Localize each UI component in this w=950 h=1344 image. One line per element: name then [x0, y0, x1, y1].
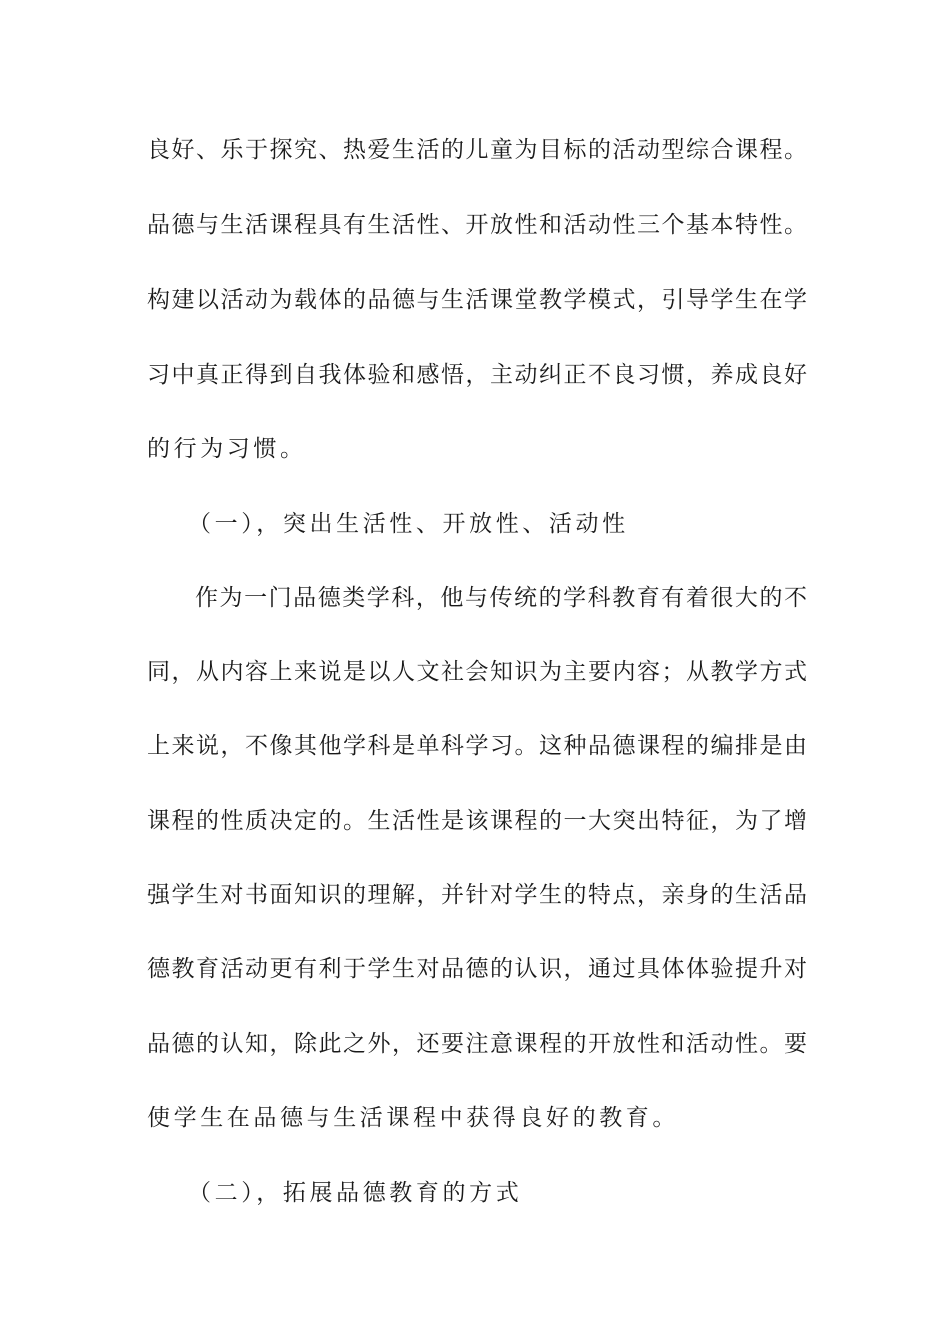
paragraph-line: 品德与生活课程具有生活性、开放性和活动性三个基本特性。 — [147, 212, 807, 238]
paragraph-line: 课程的性质决定的。生活性是该课程的一大突出特征，为了增 — [147, 808, 807, 834]
paragraph-line: 德教育活动更有利于学生对品德的认识，通过具体体验提升对 — [147, 956, 807, 982]
paragraph-line: 上来说，不像其他学科是单科学习。这种品德课程的编排是由 — [147, 733, 807, 759]
paragraph-line: 习中真正得到自我体验和感悟，主动纠正不良习惯，养成良好 — [147, 362, 807, 388]
section-heading-2: （二），拓展品德教育的方式 — [188, 1180, 523, 1206]
paragraph-line: 强学生对书面知识的理解，并针对学生的特点，亲身的生活品 — [147, 882, 807, 908]
paragraph-line: 使学生在品德与生活课程中获得良好的教育。 — [147, 1105, 679, 1131]
section-heading-1: （一），突出生活性、开放性、活动性 — [188, 511, 629, 537]
paragraph-line: 构建以活动为载体的品德与生活课堂教学模式，引导学生在学 — [147, 287, 807, 313]
paragraph-line: 的行为习惯。 — [147, 436, 307, 462]
paragraph-line: 作为一门品德类学科，他与传统的学科教育有着很大的不 — [195, 585, 807, 611]
paragraph-line: 品德的认知，除此之外，还要注意课程的开放性和活动性。要 — [147, 1031, 807, 1057]
paragraph-line: 良好、乐于探究、热爱生活的儿童为目标的活动型综合课程。 — [147, 137, 807, 163]
paragraph-line: 同，从内容上来说是以人文社会知识为主要内容；从教学方式 — [147, 659, 807, 685]
